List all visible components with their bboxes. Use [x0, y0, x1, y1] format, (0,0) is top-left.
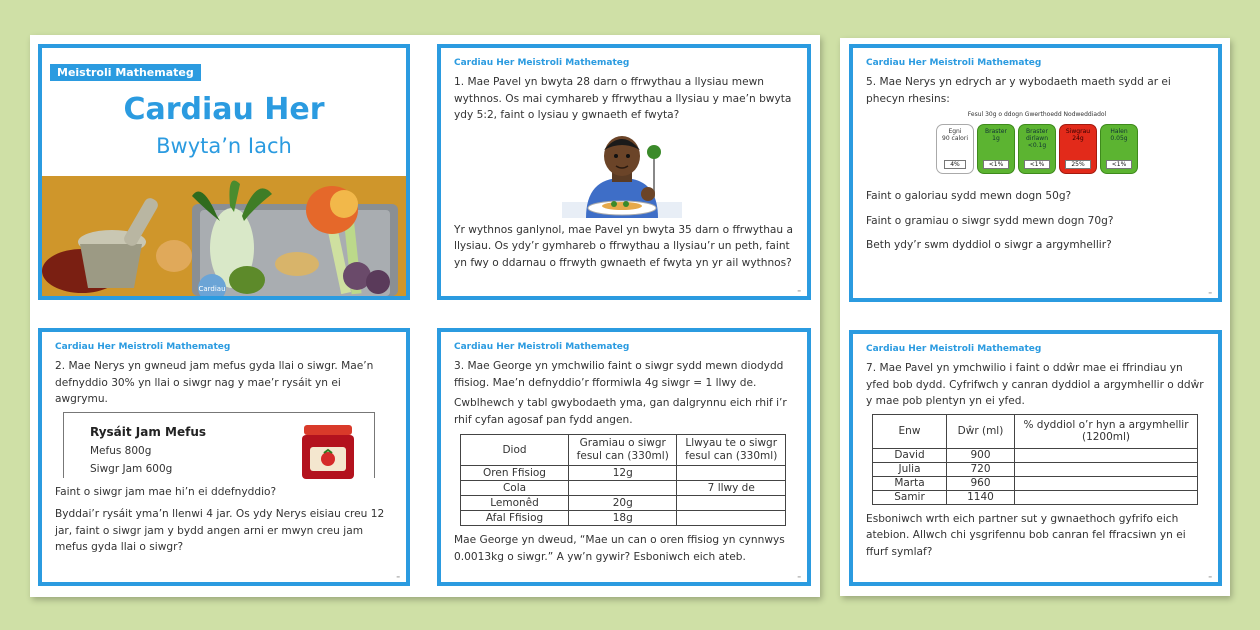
table-row: Cola 7 llwy de	[461, 481, 786, 496]
question-text: Faint o galoriau sydd mewn dogn 50g?	[866, 190, 1072, 202]
card-header: Cardiau Her Meistroli Mathemateg	[866, 344, 1042, 354]
table-row: Marta 960	[873, 476, 1198, 490]
nutrition-item-saturates: Braster dirlawn <0.1g <1%	[1018, 124, 1056, 174]
question-text: 3. Mae George yn ymchwilio faint o siwgr sydd mewn diodydd ffisiog. Mae’n defnyddio’r fformiwla 4g siwgr = 1 llwy de.	[454, 360, 784, 389]
table-header: Diod	[461, 435, 569, 466]
vegetables-image	[42, 176, 406, 296]
recipe-box	[63, 412, 375, 478]
title-subheading: Bwyta’n Iach	[156, 134, 292, 158]
question-text: Esboniwch wrth eich partner sut y gwnaethoch gyfrifo eich atebion. Allwch chi ysgrifennu bob canran fel ffracsiwn yn ei ffurf symlaf?	[866, 512, 1186, 558]
card-header: Cardiau Her Meistroli Mathemateg	[454, 58, 630, 68]
question-text: Yr wythnos ganlynol, mae Pavel yn bwyta 35 darn o ffrwythau a llysiau. Os ydy’r gymhareb o ffrwythau a llysiau’r un peth, faint yn fwy o ddarnau o ffrwyth gwnaeth ef fwyta yn yr ail wythnos?	[454, 223, 793, 269]
title-heading: Cardiau Her	[123, 92, 325, 127]
boy-eating-illustration	[562, 128, 682, 218]
table-header-row	[461, 435, 786, 466]
logo-mark: ▬	[797, 574, 801, 579]
question-text: Cwblhewch y tabl gwybodaeth yma, gan dalgrynnu eich rhif i’r rhif cyfan agosaf pan fydd angen.	[454, 397, 787, 426]
question-text: 2. Mae Nerys yn gwneud jam mefus gyda llai o siwgr. Mae’n defnyddio 30% yn llai o siwgr nag y mae’r rysáit yn ei awgrymu.	[55, 360, 374, 405]
question-text: 5. Mae Nerys yn edrych ar y wybodaeth maeth sydd ar ei phecyn rhesins:	[866, 76, 1171, 105]
bowl-label: Cardiau	[198, 285, 226, 293]
table-row: Samir 1140	[873, 490, 1198, 504]
nutrition-caption: Fesul 30g o ddogn Gwerthoedd Nodweddiadol	[967, 111, 1107, 118]
logo-mark: ▬	[1208, 574, 1212, 579]
table-header: Gramiau o siwgr fesul can (330ml)	[569, 435, 677, 466]
series-badge: Meistroli Mathemateg	[50, 64, 201, 81]
recipe-ingredient: Mefus 800g	[90, 444, 152, 457]
nutrition-item-salt: Halen 0.05g <1%	[1100, 124, 1138, 174]
logo-mark: ▬	[1208, 290, 1212, 295]
recipe-title: Rysáit Jam Mefus	[90, 424, 207, 439]
question-text: Mae George yn dweud, “Mae un can o oren ffisiog yn cynnwys 0.0013kg o siwgr.” A yw’n gywir? Esboniwch eich ateb.	[454, 534, 785, 563]
question-text: 7. Mae Pavel yn ymchwilio i faint o ddŵr mae ei ffrindiau yn yfed bob dydd. Cyfrifwch y canran dyddiol a argymhellir o ddŵr y mae pob plentyn yn ei yfed.	[866, 362, 1204, 407]
challenge-card-5	[849, 44, 1222, 302]
question-text: Byddai’r rysáit yma’n llenwi 4 jar. Os ydy Nerys eisiau creu 12 jar, faint o siwgr jam y bydd angen arni er mwyn creu jam mefus gyda llai o siwgr?	[55, 508, 385, 553]
table-header-row	[873, 414, 1198, 448]
logo-mark: ▬	[396, 574, 400, 579]
jam-jar-illustration	[298, 425, 358, 479]
table-row: Afal Ffisiog 18g	[461, 511, 786, 526]
water-table	[872, 414, 1198, 505]
question-text: Faint o gramiau o siwgr sydd mewn dogn 70g?	[866, 214, 1114, 227]
vegetables-illustration	[42, 176, 406, 296]
nutrition-item-fat: Braster 1g <1%	[977, 124, 1015, 174]
table-row: Julia 720	[873, 462, 1198, 476]
title-card	[38, 44, 410, 300]
table-row: Oren Ffisiog 12g	[461, 466, 786, 481]
table-header: % dyddiol o’r hyn a argymhellir (1200ml)	[1015, 414, 1198, 448]
logo-mark: ▬	[797, 288, 801, 293]
challenge-card-7	[849, 330, 1222, 586]
nutrition-item-sugars: Siwgrau 24g 25%	[1059, 124, 1097, 174]
nutrition-item-energy: Egni 90 calori 4%	[936, 124, 974, 174]
recipe-ingredient: Siwgr Jam 600g	[90, 462, 173, 475]
card-header: Cardiau Her Meistroli Mathemateg	[866, 58, 1042, 68]
card-header: Cardiau Her Meistroli Mathemateg	[454, 342, 630, 352]
nutrition-label	[866, 124, 1208, 174]
challenge-card-3	[437, 328, 811, 586]
question-text: Faint o siwgr jam mae hi’n ei ddefnyddio?	[55, 485, 277, 498]
question-text: 1. Mae Pavel yn bwyta 28 darn o ffrwythau a llysiau mewn wythnos. Os mai cymhareb y ffrwythau a llysiau y mae’n bwyta ydy 5:2, faint o lysiau y gwnaeth ef fwyta?	[454, 76, 792, 121]
table-header: Dŵr (ml)	[947, 414, 1015, 448]
challenge-card-1	[437, 44, 811, 300]
question-text: Beth ydy’r swm dyddiol o siwgr a argymhellir?	[866, 239, 1112, 251]
table-header: Llwyau te o siwgr fesul can (330ml)	[677, 435, 786, 466]
table-row: David 900	[873, 448, 1198, 462]
challenge-card-2	[38, 328, 410, 586]
table-header: Enw	[873, 414, 947, 448]
drinks-table	[460, 434, 786, 526]
card-header: Cardiau Her Meistroli Mathemateg	[55, 342, 231, 352]
table-row: Lemonêd 20g	[461, 496, 786, 511]
